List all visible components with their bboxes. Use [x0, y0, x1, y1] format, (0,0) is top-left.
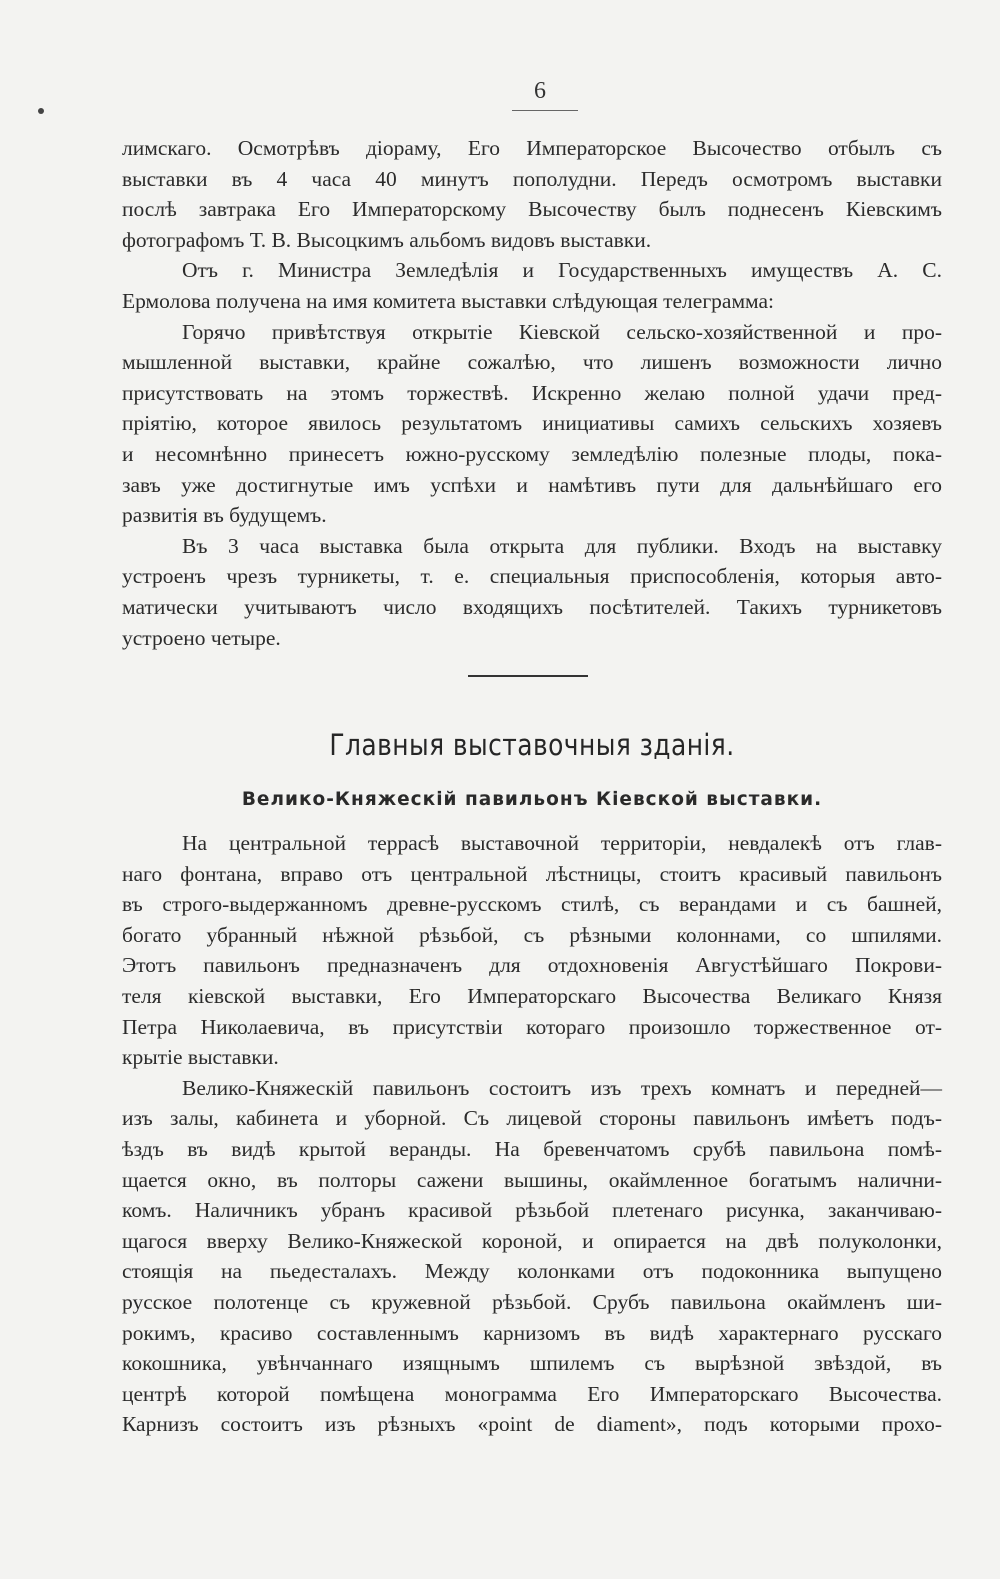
text-line: Петра Николаевича, въ присутствіи котораго произошло торжественное от- — [122, 1014, 942, 1039]
text-line: Ермолова получена на имя комитета выставки слѣдующая телеграмма: — [122, 288, 775, 313]
section-heading: Главныя выставочныя зданія. — [329, 728, 735, 762]
text-line: русское полотенце съ кружевной рѣзьбой. Срубъ павильона окаймленъ ши- — [122, 1289, 942, 1314]
text-line: богато убранный нѣжной рѣзьбой, съ рѣзными колоннами, со шпилями. — [122, 922, 942, 947]
ink-dot — [38, 108, 44, 114]
text-line: ѣздъ въ видѣ крытой веранды. На бревенчатомъ срубѣ павильона помѣ- — [122, 1136, 942, 1161]
text-line: наго фонтана, вправо отъ центральной лѣстницы, стоитъ красивый павильонъ — [122, 861, 942, 886]
text-line: центрѣ которой помѣщена монограмма Его Императорскаго Высочества. — [122, 1381, 942, 1406]
text-line: щается окно, въ полторы сажени вышины, окаймленное богатымъ налични- — [122, 1167, 942, 1192]
page-number: 6 — [534, 78, 546, 104]
text-line: фотографомъ Т. В. Высоцкимъ альбомъ видовъ выставки. — [122, 227, 652, 252]
text-line: щагося вверху Велико-Княжеской короной, и опирается на двѣ полуколонки, — [122, 1228, 942, 1253]
text-line: стоящія на пьедесталахъ. Между колонками отъ подоконника выпущено — [122, 1259, 942, 1284]
text-line: пріятію, которое явилось результатомъ инициативы самихъ сельскихъ хозяевъ — [122, 411, 942, 436]
text-line: комъ. Наличникъ убранъ красивой рѣзьбой плетенаго рисунка, заканчиваю- — [122, 1198, 942, 1223]
sub-heading: Велико-Княжескій павильонъ Кіевской выставки. — [241, 789, 823, 810]
text-line: крытіе выставки. — [122, 1045, 279, 1070]
text-line: устроено четыре. — [122, 625, 281, 650]
text-line: Этотъ павильонъ предназначенъ для отдохновенія Августѣйшаго Покрови- — [122, 953, 942, 978]
text-line: изъ залы, кабинета и уборной. Съ лицевой стороны павильонъ имѣетъ подъ- — [122, 1106, 942, 1131]
text-line: послѣ завтрака Его Императорскому Высочеству былъ поднесенъ Кіевскимъ — [122, 197, 942, 222]
text-line: выставки въ 4 часа 40 минутъ пополудни. Передъ осмотромъ выставки — [122, 166, 942, 191]
section-divider — [468, 675, 588, 677]
text-line: рокимъ, красиво составленнымъ карнизомъ въ видѣ характернаго русскаго — [122, 1320, 942, 1345]
text-line: завъ уже достигнутые имъ успѣхи и намѣтивъ пути для дальнѣйшаго его — [122, 472, 942, 497]
text-line: матически учитываютъ число входящихъ посѣтителей. Такихъ турникетовъ — [122, 594, 942, 619]
text-line: въ строго-выдержанномъ древне-русскомъ стилѣ, съ верандами и съ башней, — [122, 892, 942, 917]
text-line: кокошника, увѣнчаннаго изящнымъ шпилемъ съ вырѣзной звѣздой, въ — [122, 1351, 942, 1376]
text-block-pavilion — [122, 828, 942, 1440]
text-line: теля кіевской выставки, Его Императорскаго Высочества Великаго Князя — [122, 983, 942, 1008]
text-line: Велико-Княжескій павильонъ состоитъ изъ трехъ комнатъ и передней— — [182, 1075, 942, 1100]
text-line: Отъ г. Министра Земледѣлія и Государственныхъ имуществъ А. С. — [182, 258, 942, 283]
text-line: Въ 3 часа выставка была открыта для публики. Входъ на выставку — [182, 533, 942, 558]
page-number-rule — [512, 110, 578, 111]
text-line: и несомнѣнно принесетъ южно-русскому земледѣлію полезные плоды, пока- — [122, 441, 942, 466]
text-line: На центральной террасѣ выставочной территоріи, невдалекѣ отъ глав- — [182, 831, 942, 855]
text-line: мышленной выставки, крайне сожалѣю, что лишенъ возможности лично — [122, 350, 942, 375]
text-line: Горячо привѣтствуя открытіе Кіевской сельско-хозяйственной и про- — [182, 319, 942, 344]
text-line: устроенъ чрезъ турникеты, т. е. специальныя приспособленія, которыя авто- — [122, 564, 942, 589]
text-line: лимскаго. Осмотрѣвъ діораму, Его Императорское Высочество отбылъ съ — [122, 136, 942, 160]
text-line: присутствовать на этомъ торжествѣ. Искренно желаю полной удачи пред- — [122, 380, 942, 405]
text-block-intro — [122, 133, 942, 653]
text-line: развитія въ будущемъ. — [122, 503, 327, 528]
text-line: Карнизъ состоитъ изъ рѣзныхъ «point de diament», подъ которыми прохо- — [122, 1412, 942, 1437]
